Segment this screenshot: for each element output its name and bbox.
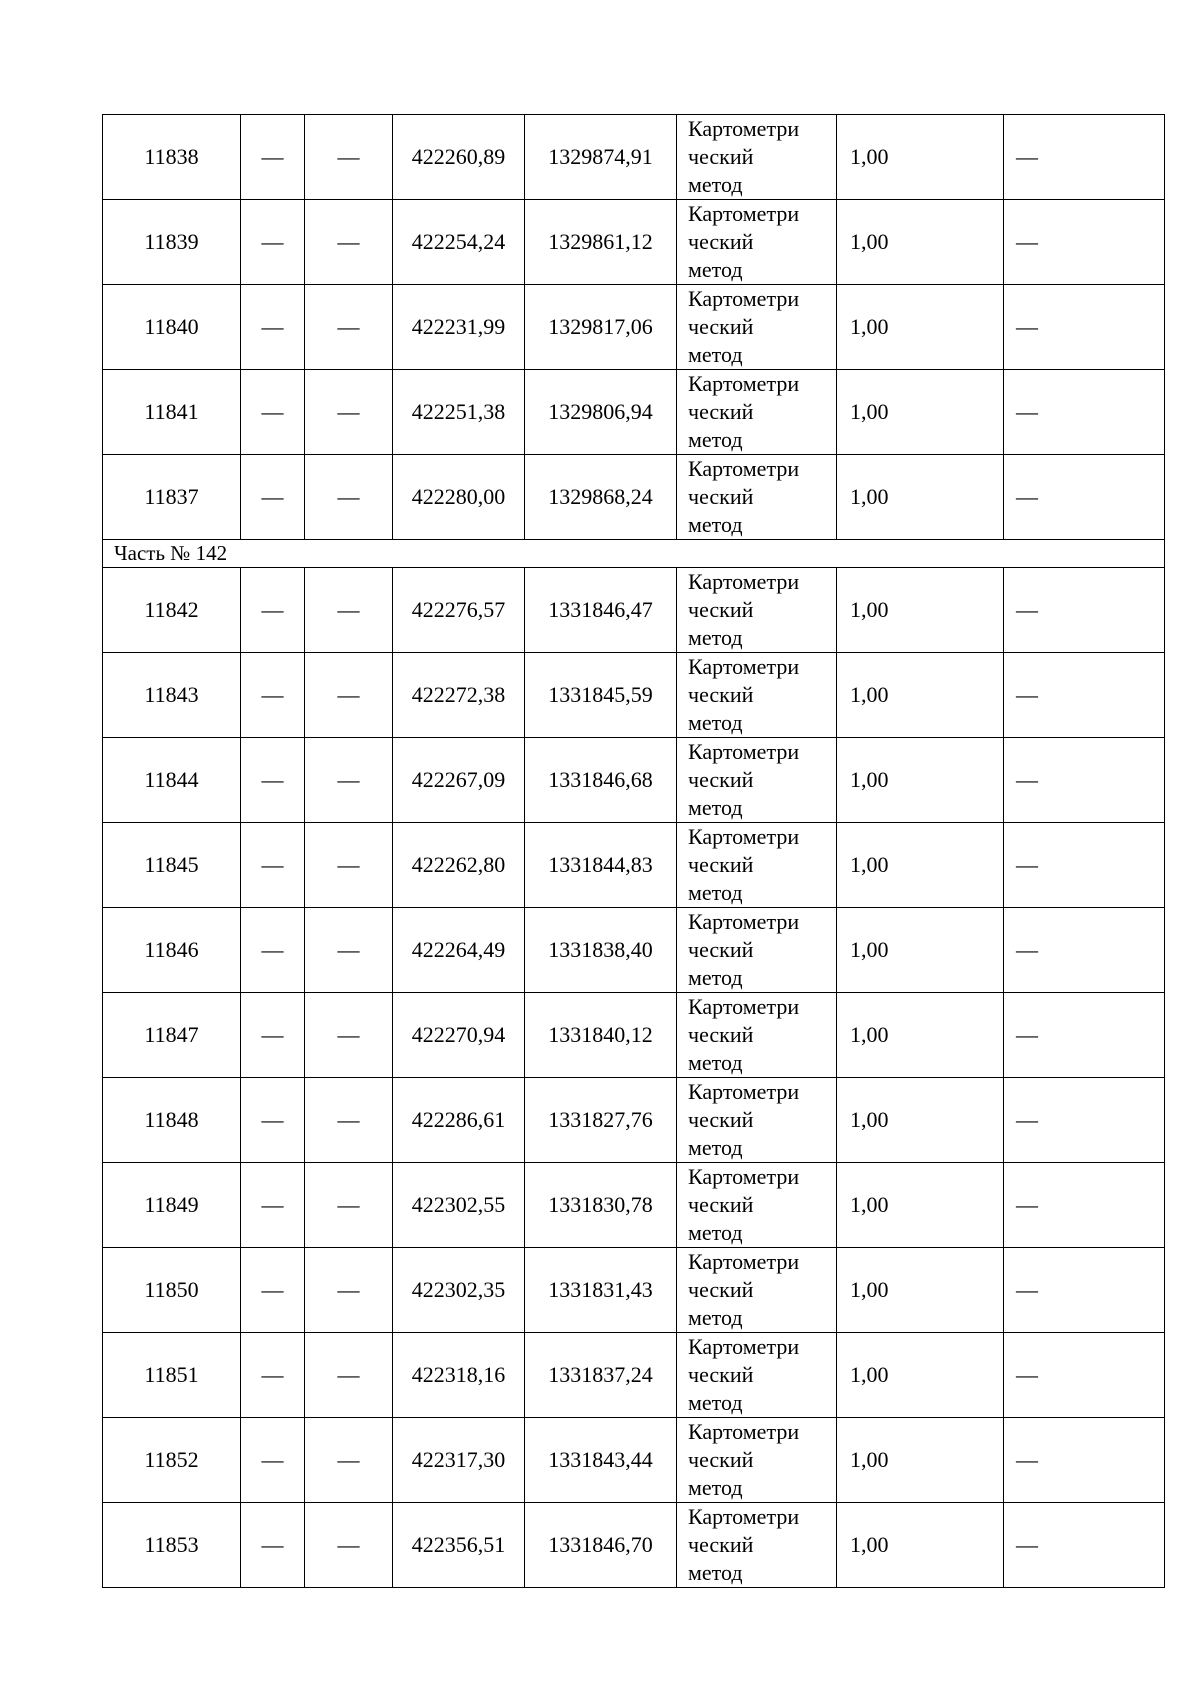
description-cell: — bbox=[1004, 993, 1165, 1078]
y-coordinate: 1331843,44 bbox=[525, 1418, 677, 1503]
point-number: 11843 bbox=[103, 653, 241, 738]
empty-cell: — bbox=[241, 285, 305, 370]
precision: 1,00 bbox=[837, 993, 1004, 1078]
empty-cell: — bbox=[305, 455, 393, 540]
determination-method: Картометри ческий метод bbox=[677, 823, 837, 908]
x-coordinate: 422280,00 bbox=[393, 455, 525, 540]
y-coordinate: 1331831,43 bbox=[525, 1248, 677, 1333]
y-coordinate: 1331845,59 bbox=[525, 653, 677, 738]
y-coordinate: 1329817,06 bbox=[525, 285, 677, 370]
determination-method: Картометри ческий метод bbox=[677, 738, 837, 823]
y-coordinate: 1331846,70 bbox=[525, 1503, 677, 1588]
description-cell: — bbox=[1004, 1333, 1165, 1418]
determination-method: Картометри ческий метод bbox=[677, 370, 837, 455]
point-number: 11845 bbox=[103, 823, 241, 908]
precision: 1,00 bbox=[837, 908, 1004, 993]
description-cell: — bbox=[1004, 908, 1165, 993]
precision: 1,00 bbox=[837, 1248, 1004, 1333]
x-coordinate: 422356,51 bbox=[393, 1503, 525, 1588]
point-number: 11847 bbox=[103, 993, 241, 1078]
y-coordinate: 1331840,12 bbox=[525, 993, 677, 1078]
precision: 1,00 bbox=[837, 738, 1004, 823]
empty-cell: — bbox=[241, 1333, 305, 1418]
point-number: 11837 bbox=[103, 455, 241, 540]
description-cell: — bbox=[1004, 1418, 1165, 1503]
empty-cell: — bbox=[305, 200, 393, 285]
y-coordinate: 1331846,68 bbox=[525, 738, 677, 823]
empty-cell: — bbox=[305, 993, 393, 1078]
table-row bbox=[103, 1333, 1165, 1418]
precision: 1,00 bbox=[837, 823, 1004, 908]
y-coordinate: 1331827,76 bbox=[525, 1078, 677, 1163]
description-cell: — bbox=[1004, 1163, 1165, 1248]
empty-cell: — bbox=[241, 1078, 305, 1163]
x-coordinate: 422317,30 bbox=[393, 1418, 525, 1503]
y-coordinate: 1329861,12 bbox=[525, 200, 677, 285]
table-row bbox=[103, 738, 1165, 823]
point-number: 11848 bbox=[103, 1078, 241, 1163]
point-number: 11846 bbox=[103, 908, 241, 993]
precision: 1,00 bbox=[837, 370, 1004, 455]
determination-method: Картометри ческий метод bbox=[677, 1078, 837, 1163]
table-row bbox=[103, 1418, 1165, 1503]
table-row bbox=[103, 1248, 1165, 1333]
determination-method: Картометри ческий метод bbox=[677, 1163, 837, 1248]
table-row bbox=[103, 568, 1165, 653]
empty-cell: — bbox=[241, 370, 305, 455]
x-coordinate: 422267,09 bbox=[393, 738, 525, 823]
empty-cell: — bbox=[305, 908, 393, 993]
coordinates-table bbox=[102, 114, 1165, 1588]
description-cell: — bbox=[1004, 285, 1165, 370]
x-coordinate: 422276,57 bbox=[393, 568, 525, 653]
x-coordinate: 422286,61 bbox=[393, 1078, 525, 1163]
table-row bbox=[103, 285, 1165, 370]
precision: 1,00 bbox=[837, 653, 1004, 738]
x-coordinate: 422251,38 bbox=[393, 370, 525, 455]
x-coordinate: 422254,24 bbox=[393, 200, 525, 285]
empty-cell: — bbox=[241, 1163, 305, 1248]
determination-method: Картометри ческий метод bbox=[677, 568, 837, 653]
empty-cell: — bbox=[241, 738, 305, 823]
x-coordinate: 422302,35 bbox=[393, 1248, 525, 1333]
point-number: 11850 bbox=[103, 1248, 241, 1333]
table-row bbox=[103, 908, 1165, 993]
precision: 1,00 bbox=[837, 1078, 1004, 1163]
y-coordinate: 1329806,94 bbox=[525, 370, 677, 455]
determination-method: Картометри ческий метод bbox=[677, 115, 837, 200]
precision: 1,00 bbox=[837, 1333, 1004, 1418]
precision: 1,00 bbox=[837, 285, 1004, 370]
precision: 1,00 bbox=[837, 115, 1004, 200]
part-header-row bbox=[103, 540, 1165, 568]
table-row bbox=[103, 993, 1165, 1078]
description-cell: — bbox=[1004, 1248, 1165, 1333]
x-coordinate: 422272,38 bbox=[393, 653, 525, 738]
y-coordinate: 1331837,24 bbox=[525, 1333, 677, 1418]
x-coordinate: 422231,99 bbox=[393, 285, 525, 370]
point-number: 11853 bbox=[103, 1503, 241, 1588]
empty-cell: — bbox=[241, 200, 305, 285]
point-number: 11839 bbox=[103, 200, 241, 285]
y-coordinate: 1331844,83 bbox=[525, 823, 677, 908]
determination-method: Картометри ческий метод bbox=[677, 653, 837, 738]
empty-cell: — bbox=[241, 653, 305, 738]
y-coordinate: 1329874,91 bbox=[525, 115, 677, 200]
point-number: 11849 bbox=[103, 1163, 241, 1248]
y-coordinate: 1329868,24 bbox=[525, 455, 677, 540]
precision: 1,00 bbox=[837, 568, 1004, 653]
empty-cell: — bbox=[305, 1248, 393, 1333]
y-coordinate: 1331830,78 bbox=[525, 1163, 677, 1248]
empty-cell: — bbox=[305, 653, 393, 738]
empty-cell: — bbox=[305, 1078, 393, 1163]
empty-cell: — bbox=[305, 285, 393, 370]
y-coordinate: 1331846,47 bbox=[525, 568, 677, 653]
description-cell: — bbox=[1004, 653, 1165, 738]
description-cell: — bbox=[1004, 568, 1165, 653]
part-label: Часть № 142 bbox=[103, 540, 1165, 568]
description-cell: — bbox=[1004, 1503, 1165, 1588]
point-number: 11842 bbox=[103, 568, 241, 653]
precision: 1,00 bbox=[837, 1503, 1004, 1588]
determination-method: Картометри ческий метод bbox=[677, 1248, 837, 1333]
empty-cell: — bbox=[305, 1163, 393, 1248]
table-row bbox=[103, 1503, 1165, 1588]
description-cell: — bbox=[1004, 455, 1165, 540]
point-number: 11844 bbox=[103, 738, 241, 823]
y-coordinate: 1331838,40 bbox=[525, 908, 677, 993]
description-cell: — bbox=[1004, 823, 1165, 908]
description-cell: — bbox=[1004, 370, 1165, 455]
x-coordinate: 422264,49 bbox=[393, 908, 525, 993]
description-cell: — bbox=[1004, 738, 1165, 823]
empty-cell: — bbox=[305, 823, 393, 908]
table-body bbox=[103, 115, 1165, 1588]
x-coordinate: 422270,94 bbox=[393, 993, 525, 1078]
determination-method: Картометри ческий метод bbox=[677, 1333, 837, 1418]
determination-method: Картометри ческий метод bbox=[677, 908, 837, 993]
precision: 1,00 bbox=[837, 1163, 1004, 1248]
x-coordinate: 422262,80 bbox=[393, 823, 525, 908]
table-row bbox=[103, 1078, 1165, 1163]
determination-method: Картометри ческий метод bbox=[677, 455, 837, 540]
precision: 1,00 bbox=[837, 200, 1004, 285]
table-row bbox=[103, 370, 1165, 455]
empty-cell: — bbox=[305, 370, 393, 455]
table-row bbox=[103, 455, 1165, 540]
determination-method: Картометри ческий метод bbox=[677, 285, 837, 370]
empty-cell: — bbox=[241, 908, 305, 993]
point-number: 11840 bbox=[103, 285, 241, 370]
determination-method: Картометри ческий метод bbox=[677, 1503, 837, 1588]
x-coordinate: 422260,89 bbox=[393, 115, 525, 200]
determination-method: Картометри ческий метод bbox=[677, 1418, 837, 1503]
empty-cell: — bbox=[305, 115, 393, 200]
empty-cell: — bbox=[305, 1333, 393, 1418]
description-cell: — bbox=[1004, 200, 1165, 285]
point-number: 11852 bbox=[103, 1418, 241, 1503]
table-row bbox=[103, 1163, 1165, 1248]
precision: 1,00 bbox=[837, 1418, 1004, 1503]
x-coordinate: 422302,55 bbox=[393, 1163, 525, 1248]
empty-cell: — bbox=[241, 823, 305, 908]
table-row bbox=[103, 653, 1165, 738]
empty-cell: — bbox=[305, 738, 393, 823]
table-row bbox=[103, 115, 1165, 200]
precision: 1,00 bbox=[837, 455, 1004, 540]
description-cell: — bbox=[1004, 115, 1165, 200]
empty-cell: — bbox=[305, 1503, 393, 1588]
determination-method: Картометри ческий метод bbox=[677, 993, 837, 1078]
determination-method: Картометри ческий метод bbox=[677, 200, 837, 285]
x-coordinate: 422318,16 bbox=[393, 1333, 525, 1418]
empty-cell: — bbox=[241, 1248, 305, 1333]
point-number: 11838 bbox=[103, 115, 241, 200]
empty-cell: — bbox=[241, 115, 305, 200]
point-number: 11841 bbox=[103, 370, 241, 455]
empty-cell: — bbox=[241, 1503, 305, 1588]
empty-cell: — bbox=[305, 1418, 393, 1503]
point-number: 11851 bbox=[103, 1333, 241, 1418]
empty-cell: — bbox=[241, 1418, 305, 1503]
empty-cell: — bbox=[241, 568, 305, 653]
description-cell: — bbox=[1004, 1078, 1165, 1163]
empty-cell: — bbox=[241, 993, 305, 1078]
table-row bbox=[103, 200, 1165, 285]
empty-cell: — bbox=[241, 455, 305, 540]
empty-cell: — bbox=[305, 568, 393, 653]
table-row bbox=[103, 823, 1165, 908]
